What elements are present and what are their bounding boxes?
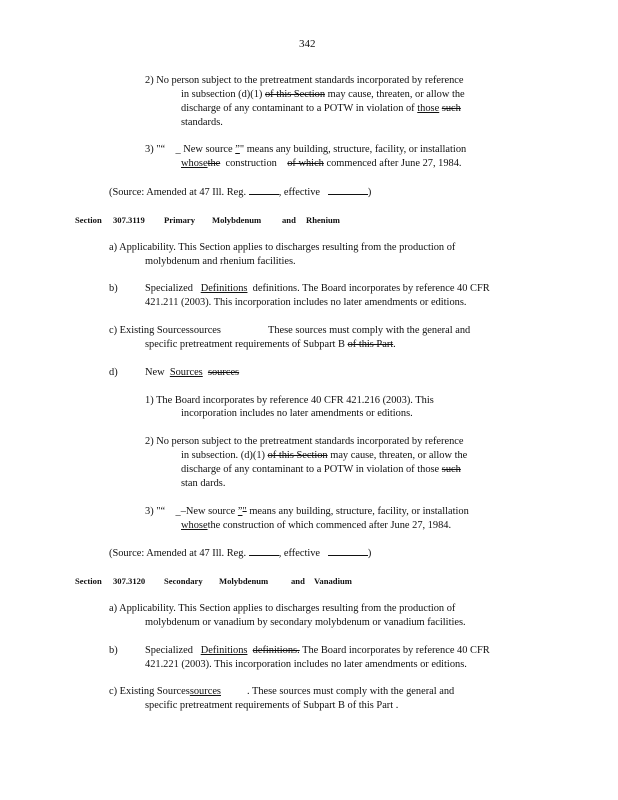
source-note: (Source: Amended at 47 Ill. Reg. , effective ) (109, 548, 372, 559)
section-heading-word: Secondary (164, 576, 203, 586)
para-b-line: Specialized Definitions definitions. The Board incorporates by reference 40 CFR (145, 283, 490, 294)
para-d3-line: 3) "“ _ New source ”" means any building, structure, facility, or installation (145, 144, 467, 155)
para-b-line: 421.211 (2003). This incorporation includes no later amendments or editions. (145, 297, 467, 308)
para-c-line: specific pretreatment requirements of Subpart B of this Part . (145, 700, 399, 711)
section-heading-number: 307.3119 (113, 215, 145, 225)
para-a-line: a) Applicability. This Section applies to discharges resulting from the production of (109, 242, 456, 253)
section-heading-number: 307.3120 (113, 576, 146, 586)
para-d3b-line: 3) "“ _–New source ”" means any building, structure, facility, or installation (145, 506, 469, 517)
para-c-line: specific pretreatment requirements of Subpart B of this Part. (145, 339, 396, 350)
para-d3b-line: whosethe construction of which commenced after June 27, 1984. (181, 520, 452, 531)
para-d-line: New Sources sources (145, 367, 240, 378)
section-heading-word: Molybdenum (219, 576, 269, 586)
para-c-line: c) Existing Sourcessources These sources must comply with the general and (109, 325, 471, 336)
para-d-marker: d) (109, 367, 118, 378)
para-a-line: molybdenum or vanadium by secondary molybdenum or vanadium facilities. (145, 617, 466, 628)
para-d2-line: in subsection (d)(1) of this Section may cause, threaten, or allow the (181, 89, 465, 100)
para-b-marker: b) (109, 283, 118, 294)
para-d2b-line: stan dards. (181, 478, 226, 489)
para-a-line: a) Applicability. This Section applies to discharges resulting from the production of (109, 603, 456, 614)
section-heading-word: and (282, 215, 296, 225)
para-b-line: Specialized Definitions definitions. The Board incorporates by reference 40 CFR (145, 645, 490, 656)
para-d1-line: incorporation includes no later amendments or editions. (181, 408, 413, 419)
para-b-marker: b) (109, 645, 118, 656)
section-heading-label: Section (75, 215, 102, 225)
section-heading-word: Molybdenum (212, 215, 262, 225)
para-a-line: molybdenum and rhenium facilities. (145, 256, 296, 267)
source-note: (Source: Amended at 47 Ill. Reg. , effective ) (109, 187, 372, 198)
para-b-line: 421.221 (2003). This incorporation includes no later amendments or editions. (145, 659, 467, 670)
para-d1-line: 1) The Board incorporates by reference 40 CFR 421.216 (2003). This (145, 395, 434, 406)
para-d2b-line: discharge of any contaminant to a POTW in violation of those such (181, 464, 461, 475)
para-c-line: c) Existing Sourcessources . These sources must comply with the general and (109, 686, 455, 697)
para-d3-line: whosethe construction of which commenced after June 27, 1984. (181, 158, 462, 169)
para-d2b-line: in subsection. (d)(1) of this Section may cause, threaten, or allow the (181, 450, 468, 461)
section-heading-word: Vanadium (314, 576, 352, 586)
para-d2-line: discharge of any contaminant to a POTW in violation of those such (181, 103, 461, 114)
section-heading-word: and (291, 576, 305, 586)
page-number: 342 (299, 38, 316, 50)
section-heading-word: Primary (164, 215, 196, 225)
para-d2b-line: 2) No person subject to the pretreatment standards incorporated by reference (145, 436, 464, 447)
para-d2-line: 2) No person subject to the pretreatment standards incorporated by reference (145, 75, 464, 86)
section-heading-word: Rhenium (306, 215, 340, 225)
para-d2-line: standards. (181, 117, 223, 128)
section-heading-label: Section (75, 576, 102, 586)
